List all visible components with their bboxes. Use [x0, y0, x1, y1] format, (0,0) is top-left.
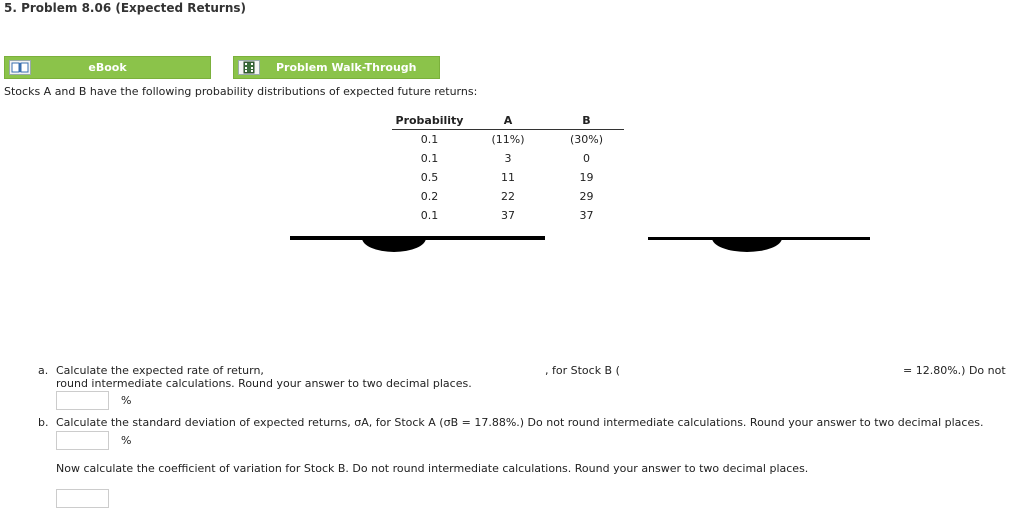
question-a-text-end: = 12.80%.) Do not	[903, 364, 1006, 377]
ebook-label: eBook	[88, 61, 127, 74]
cell-stock-a: 3	[504, 152, 512, 165]
cv-question-text: Now calculate the coefficient of variation for Stock B. Do not round intermediate calculations. Round your answer to two decimal places.	[56, 462, 809, 475]
cell-stock-a: 11	[501, 171, 515, 184]
problem-title: 5. Problem 8.06 (Expected Returns)	[4, 1, 247, 15]
problem-walk-through-label: Problem Walk-Through	[276, 61, 417, 74]
question-a-label: a.	[38, 364, 49, 377]
cell-stock-b: 37	[579, 209, 594, 222]
cell-probability: 0.5	[420, 171, 439, 184]
cell-stock-a: 22	[501, 190, 515, 203]
table-row	[392, 206, 624, 225]
question-a-line2: round intermediate calculations. Round your answer to two decimal places.	[56, 377, 472, 390]
cell-probability: 0.2	[420, 190, 439, 203]
cell-stock-b: 29	[579, 190, 594, 203]
table-row	[392, 168, 624, 187]
question-b-label: b.	[38, 416, 49, 429]
cell-stock-b: 0	[583, 152, 590, 165]
cell-probability: 0.1	[420, 133, 439, 146]
broken-image-blob-left	[362, 238, 426, 252]
answer-a-input[interactable]	[56, 391, 109, 410]
answer-b-input[interactable]	[56, 431, 109, 450]
cell-probability: 0.1	[420, 209, 439, 222]
header-stock-a: A	[467, 112, 549, 130]
table-row	[392, 149, 624, 168]
ebook-button[interactable]	[4, 56, 211, 79]
answer-a-unit: %	[121, 394, 132, 407]
cell-stock-a: 37	[501, 209, 515, 222]
probability-distribution-table	[392, 112, 624, 225]
cell-stock-b: (30%)	[569, 133, 604, 146]
answer-cv-input[interactable]	[56, 489, 109, 508]
problem-walk-through-button[interactable]	[233, 56, 440, 79]
table-row	[392, 130, 624, 150]
answer-b-unit: %	[121, 434, 132, 447]
cell-stock-b: 19	[579, 171, 594, 184]
header-probability: Probability	[392, 112, 467, 130]
table-header-row	[392, 112, 624, 130]
table-row	[392, 187, 624, 206]
question-a-text-start: Calculate the expected rate of return,	[56, 364, 264, 377]
question-b-text: Calculate the standard deviation of expected returns, σA, for Stock A (σB = 17.88%.) Do not round intermediate calculations. Round your answer to two decimal places.	[56, 416, 984, 429]
cell-stock-a: (11%)	[491, 133, 525, 146]
header-stock-b: B	[549, 112, 624, 130]
film-icon	[238, 60, 260, 75]
broken-image-blob-right	[712, 238, 782, 252]
intro-text: Stocks A and B have the following probability distributions of expected future returns:	[4, 85, 478, 98]
question-a-text-mid: , for Stock B (	[545, 364, 620, 377]
cell-probability: 0.1	[420, 152, 439, 165]
